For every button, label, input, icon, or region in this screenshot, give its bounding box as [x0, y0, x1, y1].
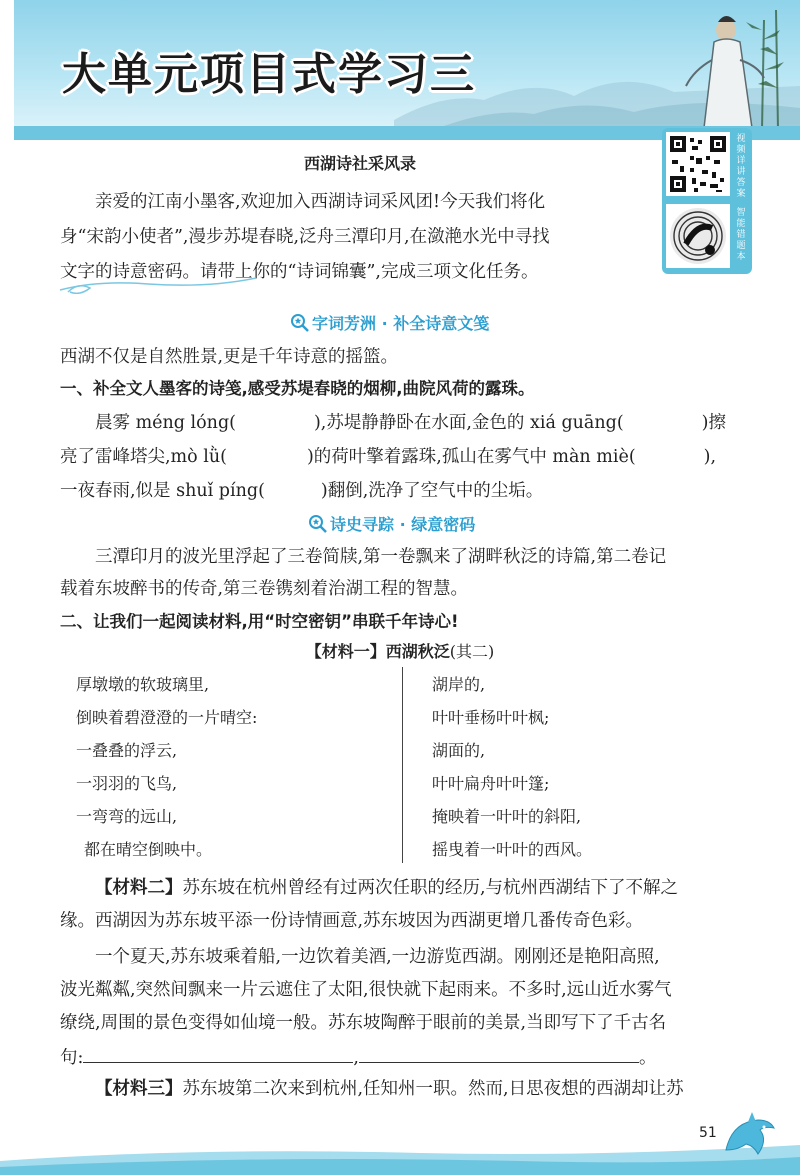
- material2-text: 苏东坡在杭州曾经有过两次任职的经历,与杭州西湖结下了不解之: [182, 878, 679, 898]
- fill-line-1: [95, 412, 726, 434]
- poem-answer-blank-2[interactable]: [359, 1044, 639, 1063]
- intro-line: 亲爱的江南小墨客,欢迎加入西湖诗词采风团!今天我们将化: [95, 192, 546, 212]
- material2-line: [95, 877, 678, 899]
- section2-label: [308, 512, 475, 535]
- answer-line: [60, 1044, 656, 1069]
- answer-prefix: 句:: [60, 1048, 84, 1068]
- qr-code-video[interactable]: [666, 132, 730, 196]
- poem-divider: [402, 667, 403, 863]
- page-title: 大单元项目式学习三: [62, 49, 476, 100]
- poem-left-line: 一羽羽的飞鸟,: [76, 774, 178, 793]
- section2-question: 二、让我们一起阅读材料,用“时空密钥”串联千年诗心!: [60, 612, 459, 631]
- section1-intro: 西湖不仅是自然胜景,更是千年诗意的摇篮。: [60, 347, 399, 367]
- poem-right-line: 叶叶垂杨叶叶枫;: [432, 708, 550, 727]
- story-line: 缭绕,周围的景色变得如仙境一般。苏东坡陶醉于眼前的美景,当即写下了千古名: [60, 1013, 667, 1033]
- poem-right-line: 摇曳着一叶叶的西风。: [432, 840, 593, 859]
- fill-line-2: [60, 446, 716, 468]
- qr-code-icon: [666, 204, 730, 268]
- material2-line: 缘。西湖因为苏东坡平添一份诗情画意,苏东坡因为西湖更增几番传奇色彩。: [60, 911, 644, 931]
- qr1-label: 视 频 详 讲 答 案: [736, 134, 746, 199]
- fill-text: )擦: [701, 413, 726, 433]
- fill-line-3: [60, 480, 543, 502]
- intro-line: 身“宋韵小使者”,漫步苏堤春晓,泛舟三潭印月,在潋滟水光中寻找: [60, 227, 550, 247]
- fill-text: ),: [703, 447, 717, 467]
- answer-end: 。: [638, 1048, 657, 1068]
- material1-title-text: 【材料一】西湖秋泛: [305, 642, 450, 661]
- story-line: 波光粼粼,突然间飘来一片云遮住了太阳,很快就下起雨来。不多时,远山近水雾气: [60, 980, 672, 1000]
- magnifier-icon: [290, 313, 310, 333]
- section2-label-text: 诗史寻踪 · 绿意密码: [330, 515, 476, 534]
- poem-left-line: 都在晴空倒映中。: [84, 840, 213, 859]
- poem-right-line: 掩映着一叶叶的斜阳,: [432, 807, 582, 826]
- section2-intro-line: 三潭印月的波光里浮起了三卷简牍,第一卷飘来了湖畔秋泛的诗篇,第二卷记: [95, 547, 667, 567]
- intro-heading: 西湖诗社采风录: [303, 154, 416, 173]
- poem-left-line: 厚墩墩的软玻璃里,: [76, 675, 210, 694]
- footer-wave: [0, 1135, 800, 1175]
- section2-intro-line: 载着东坡醉书的传奇,第三卷镌刻着治湖工程的智慧。: [60, 579, 469, 599]
- material3-text: 苏东坡第二次来到杭州,任知州一职。然而,日思夜想的西湖却让苏: [182, 1079, 684, 1099]
- qr-code-icon: [666, 132, 730, 196]
- section1-label: [290, 311, 489, 334]
- material1-title: [60, 641, 740, 663]
- swirl-decoration: [58, 272, 258, 294]
- poem-answer-blank-1[interactable]: [83, 1044, 353, 1063]
- fill-text: ),苏堤静静卧在水面,金色的 xiá guāng(: [313, 413, 624, 433]
- poem-left-line: 一弯弯的远山,: [76, 807, 178, 826]
- fill-text: 晨雾 méng lóng(: [95, 413, 236, 433]
- material3-line: [95, 1078, 684, 1100]
- section1-label-text: 字词芳洲 · 补全诗意文笺: [312, 314, 490, 333]
- fill-text: )翻倒,洗净了空气中的尘垢。: [320, 481, 544, 501]
- magnifier-icon: [308, 514, 328, 534]
- page-number: 51: [699, 1125, 717, 1141]
- section1-question: 一、补全文人墨客的诗笺,感受苏堤春晓的烟柳,曲院风荷的露珠。: [60, 379, 535, 398]
- material1-subtitle: (其二): [449, 642, 495, 661]
- fill-text: )的荷叶擎着露珠,孤山在雾气中 màn miè(: [306, 447, 636, 467]
- material3-label: 【材料三】: [95, 1079, 183, 1099]
- poem-right-line: 湖面的,: [432, 741, 486, 760]
- poem-right-line: 湖岸的,: [432, 675, 486, 694]
- poem-left-line: 一叠叠的浮云,: [76, 741, 178, 760]
- story-line: 一个夏天,苏东坡乘着船,一边饮着美酒,一边游览西湖。刚刚还是艳阳高照,: [95, 947, 660, 967]
- intro-line: 文字的诗意密码。请带上你的“诗词锦囊”,完成三项文化任务。: [60, 262, 539, 282]
- qr2-label: 智 能 错 题 本: [736, 208, 746, 262]
- qr-panel: [662, 128, 752, 274]
- poem-right-line: 叶叶扁舟叶叶篷;: [432, 774, 550, 793]
- dolphin-icon: [718, 1110, 778, 1165]
- poem-left-line: 倒映着碧澄澄的一片晴空:: [76, 708, 258, 727]
- qr-code-mistakes[interactable]: [666, 204, 730, 268]
- fill-text: 亮了雷峰塔尖,mò lǜ(: [60, 447, 227, 467]
- answer-comma: ,: [353, 1048, 359, 1068]
- material2-label: 【材料二】: [95, 878, 183, 898]
- fill-text: 一夜春雨,似是 shuǐ píng(: [60, 481, 265, 501]
- page-header: [14, 0, 800, 140]
